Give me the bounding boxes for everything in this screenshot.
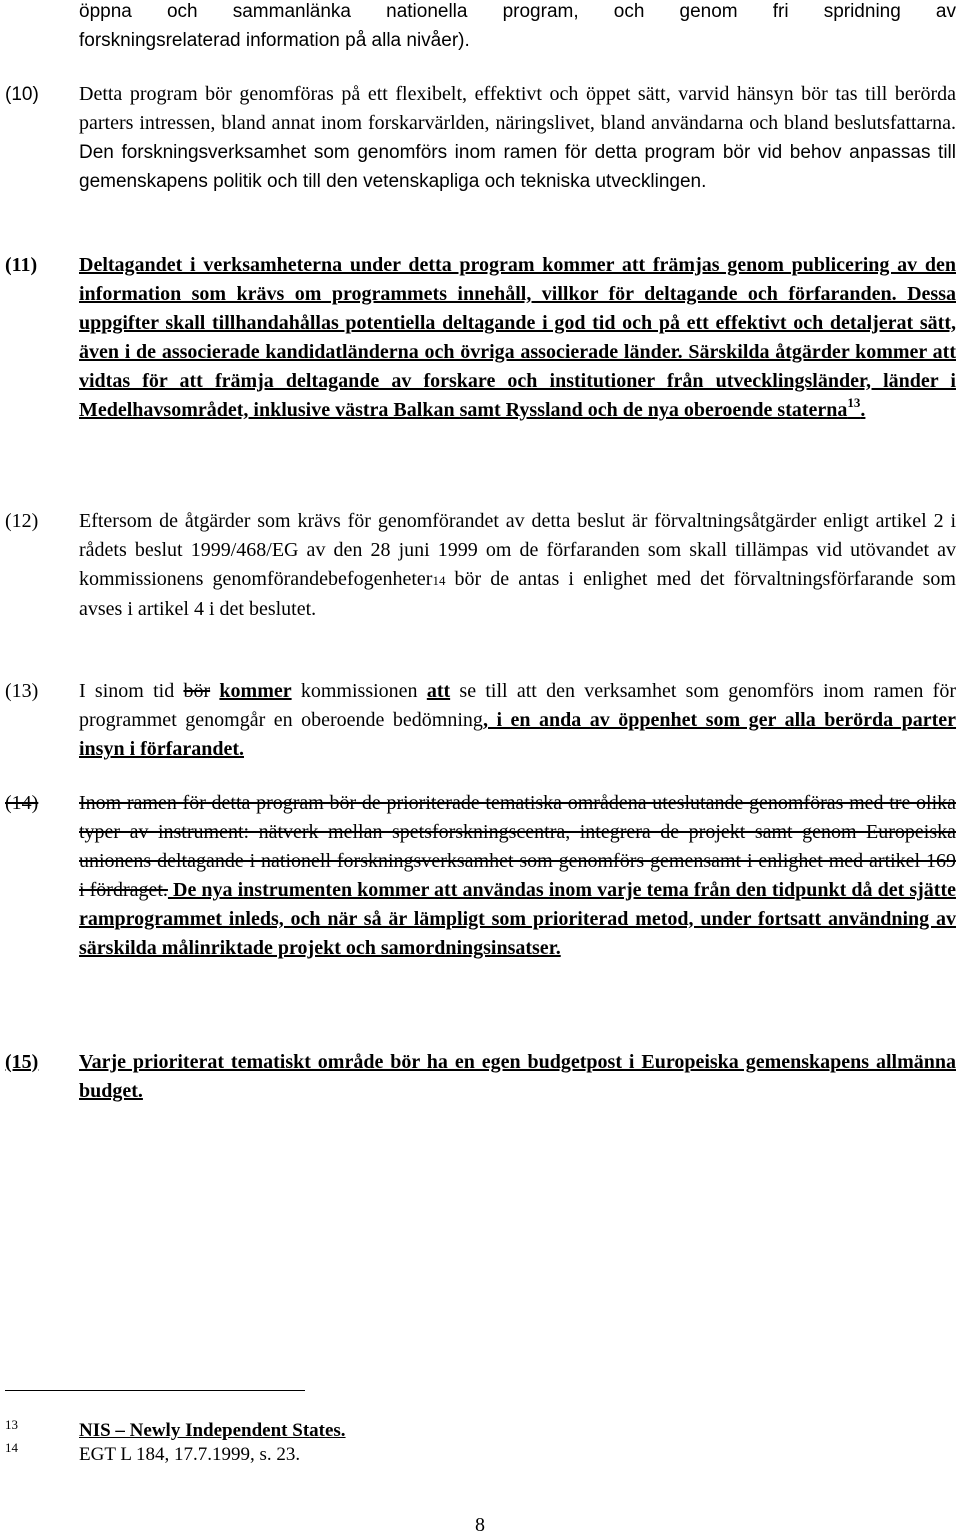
paragraph-number: (10) [5,84,39,105]
inserted-text: kommer [219,680,292,702]
paragraph-number: (15) [5,1051,39,1073]
inserted-text: att [426,680,451,702]
paragraph-text [79,80,956,196]
footnote-number: 14 [5,1440,18,1455]
paragraph-number: (11) [5,254,38,276]
paragraph-text-serif: Detta program bör genomföras på ett flexibelt, effektivt och öppet sätt, varvid hänsyn bör tas till berörda parters intressen, bland annat inom forskarvärlden, näringslivet, bland användarna och bland beslutsfattarna. [79,83,956,134]
footnote-text: NIS – Newly Independent States. [79,1420,346,1441]
footnote-text: EGT L 184, 17.7.1999, s. 23. [79,1444,301,1465]
paragraph-number: (12) [5,510,39,532]
inserted-text: De nya instrumenten kommer att användas inom varje tema från den tidpunkt då det sjätte ramprogrammet inleds, och när så är lämpligt som prioriterad metod, under fortsatt användning av särskilda målinriktade projekt och samordningsinsatser. [79,879,956,959]
continuation-line-1: öppna och sammanlänka nationella program, och genom fri spridning av [79,1,956,22]
footnote-separator [5,1390,305,1391]
continuation-line-2: forskningsrelaterad information på alla nivåer). [79,30,470,51]
paragraph-number: (14) [5,792,39,814]
paragraph-text [79,1048,956,1106]
deleted-text: Inom ramen för detta program bör de prioriterade tematiska områdena uteslutande genomföras med tre olika typer av instrument: nätverk mellan spetsforskningscentra, integrera de projekt samt genom Europeiska unionens deltagande i nationell forskningsverksamhet som genomförs gemensamt i enlighet med artikel 169 i fördraget. [79,792,956,901]
paragraph-text [79,507,956,624]
paragraph-text [79,789,956,963]
inserted-text: , i en anda av öppenhet som ger alla berörda parter insyn i förfarandet. [79,709,957,760]
inserted-text: Deltagandet i verksamheterna under detta program kommer att främjas genom publicering av den information som krävs om programmets innehåll, villkor för deltagande och förfaranden. Dessa uppgifter skall tillhandahållas potentiella deltagande i god tid och på ett effektivt och detaljerat sätt, även i de associerade kandidatländerna och övriga associerade länder. Särskilda åtgärder kommer att vidtas för att främja deltagande av forskare och institutioner från utvecklingsländer, länder i Medelhavsområdet, inklusive västra Balkan samt Ryssland och de nya oberoende staterna [79,254,956,421]
deleted-text: bör [183,680,211,702]
paragraph-text-a: Eftersom de åtgärder som krävs för genomförandet av detta beslut är förvaltningsåtgärder enligt artikel 2 i rådets beslut 1999/468/EG av den 28 juni 1999 om de förfaranden som skall tillämpas vid utövandet av kommissionens genomförandebefogenheter [79,510,956,590]
paragraph-text [79,251,956,425]
text-run: kommissionen [291,680,427,702]
paragraph-text-b: bör de antas i enlighet med det förvaltningsförfarande som avses i artikel 4 i det beslutet. [79,568,956,620]
text-run: se till att den verksamhet som genomförs inom ramen för programmet genomgår en oberoende bedömning [79,680,956,731]
text-run: I sinom tid [79,680,184,702]
footnote-ref-13[interactable]: 13 [847,395,861,410]
paragraph-text-sans: Den forskningsverksamhet som genomförs inom ramen för detta program bör vid behov anpassas till gemenskapens politik och till den vetenskapliga och tekniska utvecklingen. [79,142,956,192]
footnote-number: 13 [5,1417,18,1432]
paragraph-number: (13) [5,680,39,702]
page-number: 8 [475,1514,485,1536]
inserted-text-end: . [860,399,866,421]
inserted-text: Varje prioriterat tematiskt område bör ha en egen budgetpost i Europeiska gemenskapens allmänna budget. [79,1051,956,1102]
footnote-ref-14[interactable]: 14 [432,573,446,588]
paragraph-text [79,677,956,764]
